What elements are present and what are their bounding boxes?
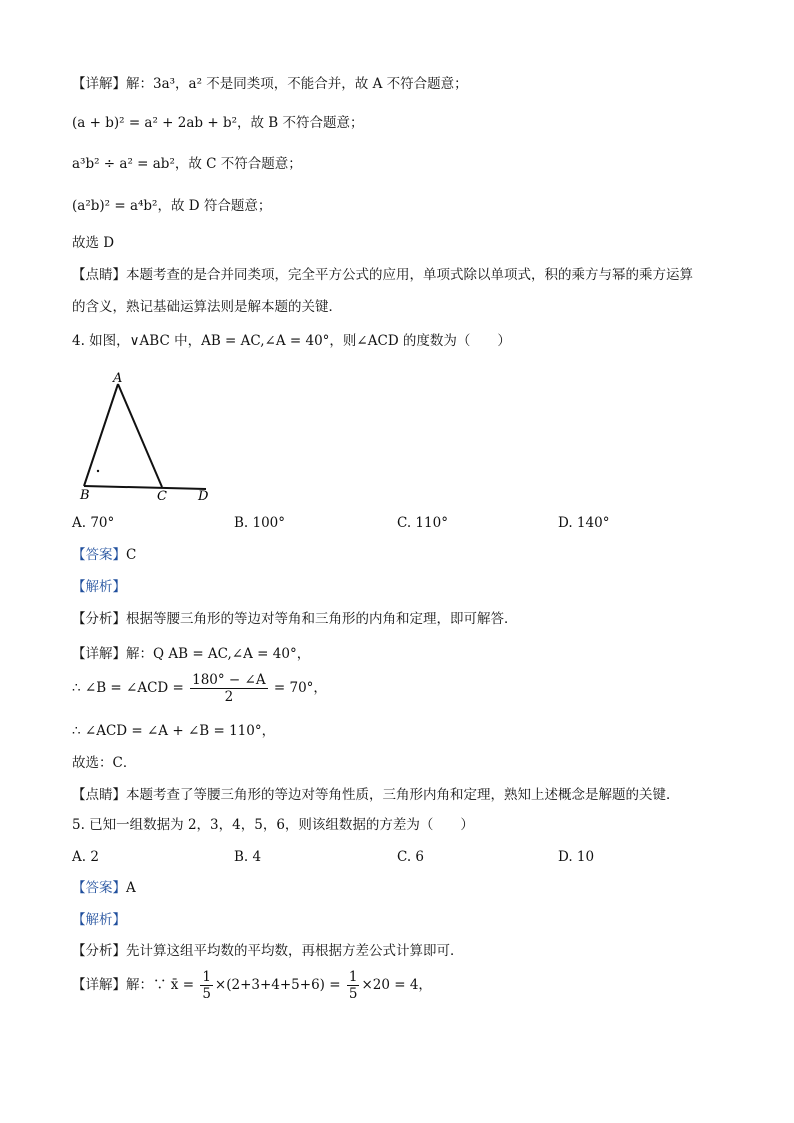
answer-tag: 【答案】	[72, 880, 126, 896]
q3-dianjing-text1: 本题考查的是合并同类项，完全平方公式的应用，单项式除以单项式，积的乘方与幂的乘方运算	[126, 267, 693, 283]
q3-dianjing-line1	[72, 265, 693, 285]
label-b: B	[80, 488, 90, 503]
q4-dianjing-text: 本题考查了等腰三角形的等边对等角性质，三角形内角和定理，熟知上述概念是解题的关键．	[126, 787, 680, 803]
q4-step3: ∴ ∠ACD = ∠A + ∠B = 110°，	[72, 723, 276, 739]
q3-line2: (a + b)² = a² + 2ab + b²，故 B 不符合题意；	[72, 115, 364, 131]
fraction-numerator: 180° − ∠A	[192, 672, 266, 688]
q4-answer-value: C	[126, 547, 137, 563]
q5-option-c: C. 6	[397, 849, 425, 865]
q3-line4: (a²b)² = a⁴b²，故 D 符合题意；	[72, 198, 272, 214]
q4-choice: 故选：C．	[72, 755, 137, 771]
q5-step-mid: ×(2+3+4+5+6) =	[214, 977, 341, 993]
q4-step2-suffix: = 70°，	[273, 680, 327, 696]
q4-step1-text: 解：Q AB = AC,∠A = 40°，	[126, 646, 311, 662]
answer-tag: 【答案】	[72, 547, 126, 563]
dot-mark	[97, 470, 99, 472]
side-ac	[118, 384, 162, 487]
q4-step2-fraction	[190, 672, 267, 705]
fenxi-tag: 【分析】	[72, 943, 126, 959]
fraction-denominator: 5	[202, 986, 211, 1002]
q5-answer	[72, 878, 136, 898]
q4-option-d: D. 140°	[558, 515, 610, 531]
xiangjie-tag: 【详解】	[72, 977, 126, 993]
q5-fraction-2	[347, 969, 360, 1002]
xiangjie-tag: 【详解】	[72, 646, 126, 662]
q3-dianjing-line2: 的含义，熟记基础运算法则是解本题的关键．	[72, 299, 342, 315]
q4-option-c: C. 110°	[397, 515, 448, 531]
q5-fenxi-text: 先计算这组平均数的平均数，再根据方差公式计算即可．	[126, 943, 464, 959]
q4-fenxi-text: 根据等腰三角形的等边对等角和三角形的内角和定理，即可解答．	[126, 611, 518, 627]
q5-option-d: D. 10	[558, 849, 595, 865]
q4-answer	[72, 545, 136, 565]
q5-fraction-1	[200, 969, 213, 1002]
q4-fenxi	[72, 609, 518, 629]
q4-jiexi-tag: 【解析】	[72, 579, 126, 595]
q5-option-b: B. 4	[234, 849, 262, 865]
xiangjie-tag: 【详解】	[72, 76, 126, 92]
fraction-numerator: 1	[202, 969, 211, 985]
q5-step	[72, 968, 432, 1002]
q5-answer-value: A	[126, 880, 136, 896]
q5-step-suffix: ×20 = 4，	[361, 977, 432, 993]
q4-step1	[72, 644, 310, 664]
q3-xiangjie-line1	[72, 74, 468, 94]
q4-step2-prefix: ∴ ∠B = ∠ACD =	[72, 680, 184, 696]
fenxi-tag: 【分析】	[72, 611, 126, 627]
q5-option-a: A. 2	[72, 849, 99, 865]
line-bd	[84, 486, 206, 489]
fraction-denominator: 2	[224, 689, 234, 705]
fraction-denominator: 5	[348, 986, 358, 1002]
q5-step-prefix: 解：∵ x̄ =	[126, 977, 195, 993]
q4-option-b: B. 100°	[234, 515, 286, 531]
q5-fenxi	[72, 941, 464, 961]
triangle-figure	[72, 366, 222, 506]
q5-stem: 5. 已知一组数据为 2，3，4，5，6，则该组数据的方差为（ ）	[72, 817, 474, 833]
q4-option-a: A. 70°	[72, 515, 115, 531]
label-d: D	[198, 489, 209, 504]
q4-step2	[72, 672, 327, 705]
side-ab	[84, 384, 118, 486]
label-c: C	[157, 489, 167, 504]
dianjing-tag: 【点睛】	[72, 267, 126, 283]
q3-line3: a³b² ÷ a² = ab²，故 C 不符合题意；	[72, 156, 302, 172]
dianjing-tag: 【点睛】	[72, 787, 126, 803]
fraction-numerator: 1	[348, 969, 358, 985]
q3-line1-text: 解：3a³，a² 不是同类项，不能合并，故 A 不符合题意；	[126, 76, 468, 92]
q4-dianjing	[72, 785, 680, 805]
q3-choice: 故选 D	[72, 235, 115, 251]
label-a: A	[113, 371, 123, 386]
q4-stem: 4. 如图，∨ABC 中，AB = AC,∠A = 40°，则∠ACD 的度数为（ ）	[72, 333, 511, 349]
q5-jiexi-tag: 【解析】	[72, 912, 126, 928]
